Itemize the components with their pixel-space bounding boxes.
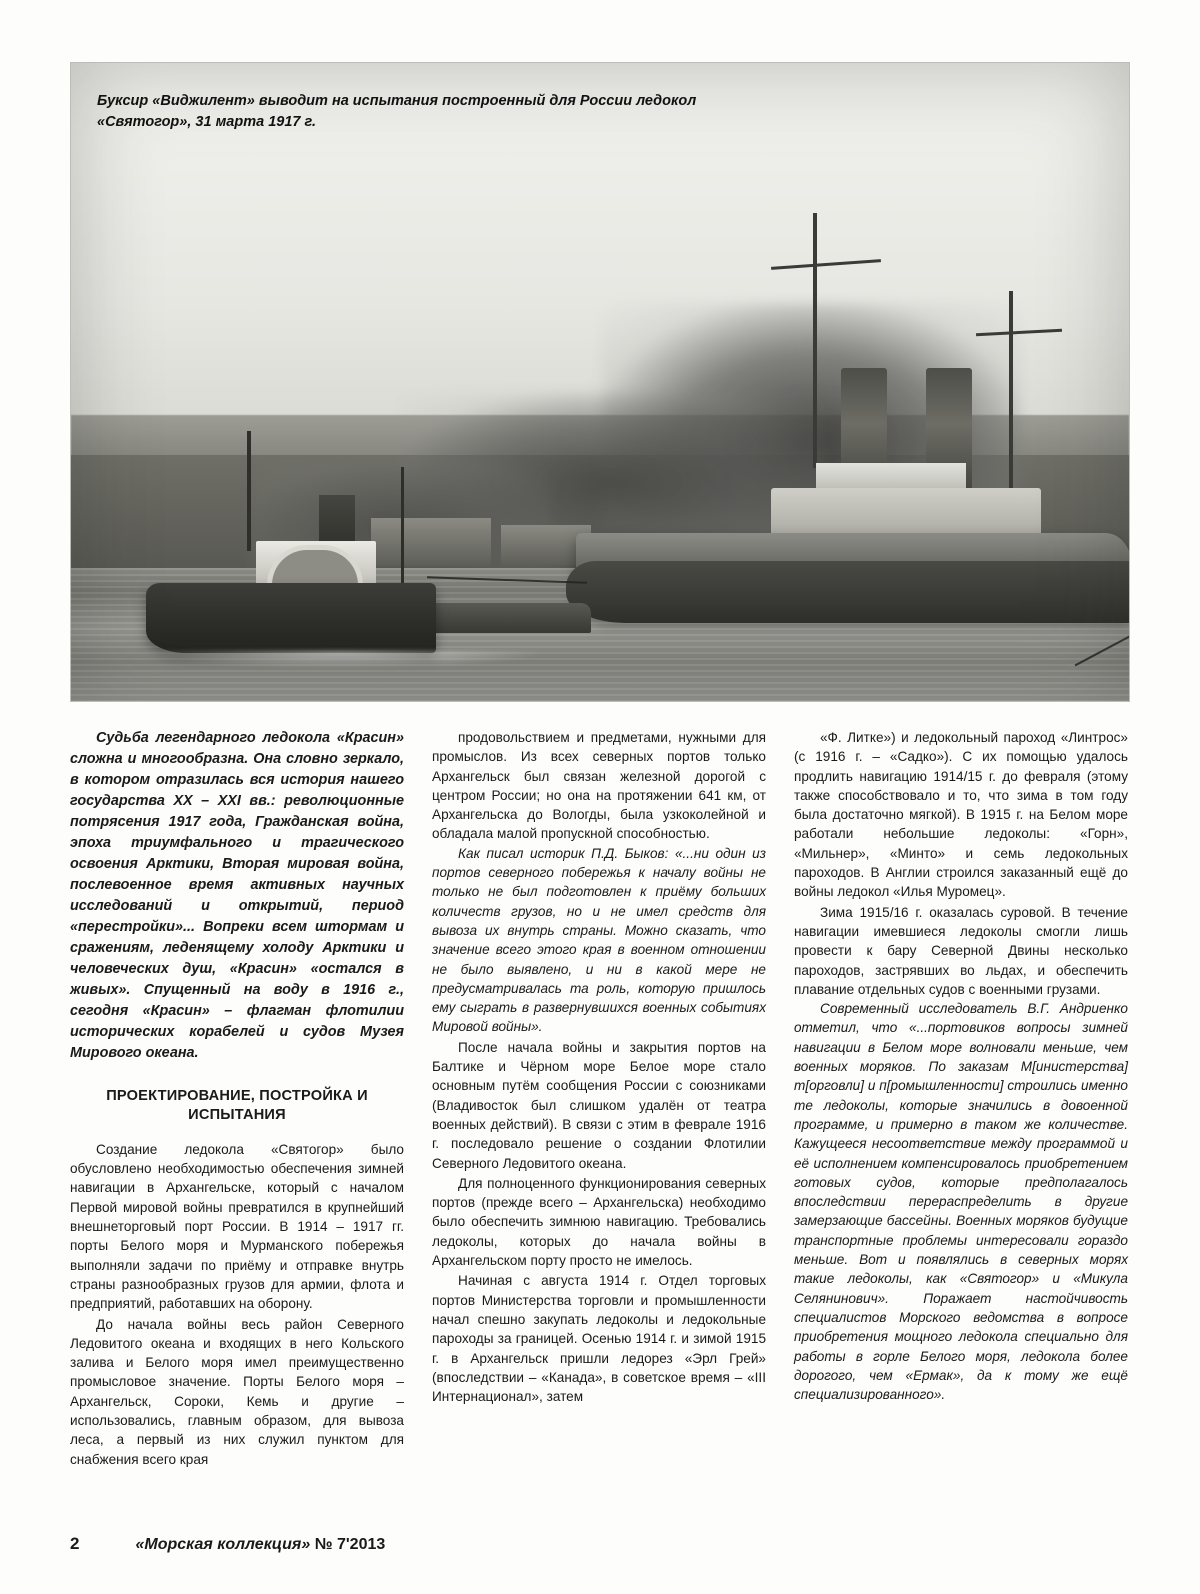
photo-tug-vigilant [146,583,436,653]
article-lead: Судьба легендарного ледокола «Красин» сложна и многообразна. Она словно зеркало, в котором отразилась вся история нашего государства XX – XXI вв.: революционные потрясения 1917 года, Гражданская война, эпоха триумфального и трагического освоения Арктики, Вторая мировая война, послевоенное время активных научных исследований и открытий, период «перестройки»... Вопреки всем штормам и сражениям, леденящему холоду Арктики и человеческих душ, «Красин» «остался в живых». Спущенный на воду в 1916 г., сегодня «Красин» – флагман флотилии исторических корабелей и судов Музея Мирового океана. [70,730,404,1062]
paragraph-quote: Современный исследователь В.Г. Андриенко отметил, что «...портовиков вопросы зимней навигации в Белом море волновали меньше, чем военных моряков. По заказам М[инистерства] т[орговли] и п[ромышленности] строились именно те ледоколы, которые значились в довоенной программе, и примерно в таком же количестве. Кажущееся несоответствие между программой и её исполнением компенсировалось приобретением готовых судов, которые предполагалось впоследствии перераспределить в другие замерзающие бассейны. Военных моряков будущие транспортные проблемы интересовали гораздо меньше. Вот и появлялись в северных морях такие ледоколы, как «Святогор» и «Микула Селянинович». Поражает настойчивость специалистов Морского ведомства в вопросе приобретения мощного ледокола специально для работы в горле Белого моря, ледокола более дорогого, чем «Ермак», да к тому же ещё специализированного». [794,1001,1128,1403]
paragraph: Начиная с августа 1914 г. Отдел торговых портов Министерства торговли и промышленности начал спешно закупать ледоколы и ледокольные пароходы за границей. Осенью 1914 г. и зимой 1915 г. в Архангельск пришли ледорез «Эрл Грей» (впоследствии – «Канада», в советское время – «III Интернационал», затем [432,1273,766,1405]
paragraph: После начала войны и закрытия портов на Балтике и Чёрном море Белое море стало основным путём сообщения России с союзниками (Владивосток был слишком удалён от театра военных действий). В связи с этим в феврале 1916 г. последовало решение о создании Флотилии Северного Ледовитого океана. [432,1039,766,1171]
figure-photograph [70,62,1130,702]
column-2 [432,728,766,1469]
paragraph-quote: Как писал историк П.Д. Быков: «...ни один из портов северного побережья к началу войны не только не был подготовлен к приёму больших количеств грузов, но и не имел средств для вывоза их внутрь страны. Можно сказать, что значение всего этого края в военном отношении не было выявлено, и ни в какой мере не предусматривалась та роль, которую пришлось ему сыграть в развернувшихся военных событиях Мировой войны». [432,845,766,1035]
journal-issue: № 7'2013 [314,1536,386,1553]
page-number: 2 [70,1534,80,1553]
paragraph: продовольствием и предметами, нужными для промыслов. Из всех северных портов только Архангельск был связан железной дорогой с центром России; но она на протяжении 641 км, от Архангельска до Вологды, была узкоколейной и обладала малой пропускной способностью. [432,730,766,842]
column-1 [70,728,404,1469]
section-heading: ПРОЕКТИРОВАНИЕ, ПОСТРОЙКА И ИСПЫТАНИЯ [106,1087,368,1124]
paragraph: Зима 1915/16 г. оказалась суровой. В течение навигации имевшиеся ледоколы смогли лишь провести к бару Северной Двины несколько пароходов, застрявших во льдах, и обеспечить плавание отдельных судов с военными грузами. [794,904,1128,997]
photo-shore-building-1 [371,518,491,566]
photo-tug-mast-fore [247,431,251,551]
photo-wake [131,651,551,669]
photo-tug-mast-aft [401,467,404,587]
paragraph: «Ф. Литке») и ледокольный пароход «Линтрос» (с 1916 г. – «Садко»). С их помощью удалось продлить навигацию 1914/15 г. до февраля (этому также способствовало и то, что зима в том году была достаточно мягкой). В 1915 г. на Белом море работали небольшие ледоколы: «Горн», «Мильнер», «Минто» и семь ледокольных пароходов. В Англии строился заказанный ещё до войны ледокол «Илья Муромец». [794,730,1128,900]
journal-imprint [135,1536,385,1554]
column-3 [794,728,1128,1469]
article-columns [70,728,1130,1469]
page-footer [70,1534,1130,1554]
photo-mainmast [1009,291,1013,501]
photo-icebreaker-hull [566,561,1130,623]
paragraph: Для полноценного функционирования северных портов (прежде всего – Архангельска) необходимо было обеспечить зимнюю навигацию. Требовались ледоколы, которых до начала войны в Архангельском порту просто не имелось. [432,1175,766,1269]
figure-caption: Буксир «Виджилент» выводит на испытания построенный для России ледокол «Святогор», 31 марта 1917 г. [97,93,697,131]
journal-title: «Морская коллекция» [135,1536,311,1553]
photo-foremast [813,213,817,468]
paragraph: Создание ледокола «Святогор» было обусловлено необходимостью обеспечения зимней навигации в Архангельске, который с началом Первой мировой войны превратился в крупнейший внешнеторговый порт России. В 1914 – 1917 гг. порты Белого моря и Мурманского побережья выполняли задачи по приёму и отправке внутрь страны разнообразных грузов для армии, флота и предприятий, работавших на оборону. [70,1141,404,1312]
paragraph: До начала войны весь район Северного Ледовитого океана и входящих в него Кольского залива и Белого моря имел преимущественно промысловое значение. Порты Белого моря – Архангельск, Сороки, Кемь и другие – использовались, главным образом, для вывоза леса, а первый из них служил пунктом для снабжения всего края [70,1316,404,1467]
